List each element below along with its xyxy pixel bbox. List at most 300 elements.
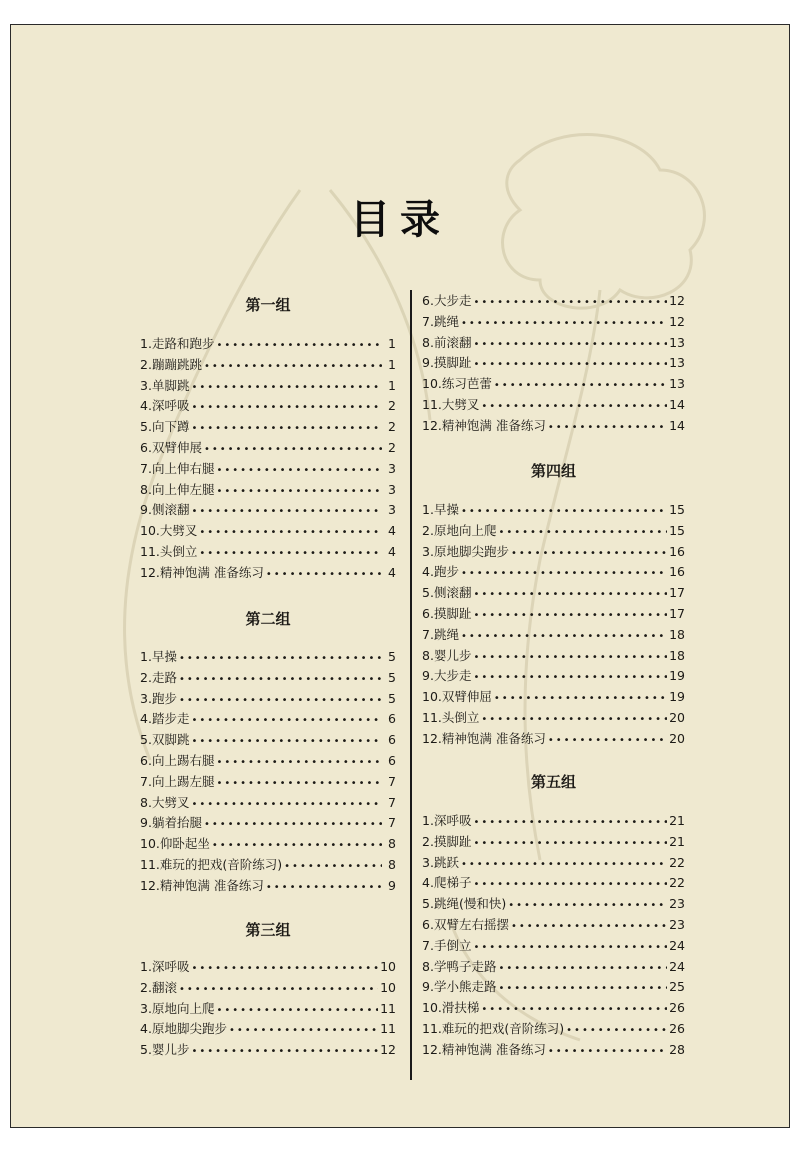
toc-entry-title: 头倒立 — [159, 544, 198, 559]
toc-entry-page-number: 28 — [669, 1041, 685, 1057]
group-title-3: 第三组 — [245, 921, 291, 939]
toc-entry-title: 原地脚尖跑步 — [433, 543, 509, 559]
toc-entry-page-number: 9 — [388, 877, 396, 893]
toc-entry-title: 跑步 — [433, 564, 459, 580]
toc-entry-page-number: 4 — [388, 523, 396, 539]
toc-entry-page-number: 21 — [669, 833, 685, 849]
dot-leader — [216, 336, 382, 356]
dot-leader — [511, 544, 667, 564]
dot-leader — [204, 357, 382, 377]
toc-entry-page-number: 20 — [669, 730, 685, 746]
toc-entry-page-number: 10 — [380, 959, 396, 974]
toc-entry-number: 6. — [422, 293, 434, 308]
dot-leader — [191, 502, 382, 522]
dot-leader — [204, 815, 382, 835]
toc-entry-number: 5. — [422, 585, 434, 601]
dot-leader — [473, 813, 667, 833]
toc-entry — [422, 542, 685, 562]
toc-entry-number: 11. — [140, 857, 160, 872]
toc-entry — [140, 334, 396, 354]
dot-leader — [473, 335, 667, 355]
dot-leader — [191, 1042, 378, 1062]
toc-entry — [422, 1019, 685, 1039]
toc-entry-title: 踏步走 — [151, 711, 190, 727]
toc-entry-number: 2. — [422, 522, 434, 538]
toc-entry-title: 摸脚趾 — [433, 606, 472, 621]
dot-leader — [481, 397, 667, 417]
toc-entry-title: 滑扶梯 — [441, 1000, 480, 1016]
toc-entry-number: 4. — [140, 398, 152, 414]
toc-entry — [140, 480, 396, 500]
toc-entry-number: 9. — [140, 502, 152, 518]
toc-entry-title: 摸脚趾 — [433, 833, 472, 849]
dot-leader — [229, 1021, 378, 1041]
dot-leader — [461, 564, 667, 584]
toc-entry-number: 10. — [422, 689, 442, 705]
dot-leader — [216, 774, 382, 794]
toc-entry-title: 头倒立 — [441, 710, 480, 725]
toc-entry-number: 7. — [140, 773, 152, 789]
toc-entry-number: 12. — [140, 564, 160, 580]
toc-entry-title: 大步走 — [433, 293, 472, 308]
toc-entry-number: 1. — [422, 502, 434, 517]
toc-entry-title: 精神饱满 准备练习 — [159, 564, 264, 580]
toc-entry-title: 学小熊走路 — [433, 979, 497, 995]
toc-entry — [140, 396, 396, 416]
dot-leader — [179, 980, 378, 1000]
toc-entry-title: 单脚跳 — [151, 377, 190, 393]
toc-entry-number: 7. — [422, 937, 434, 953]
toc-entry — [140, 500, 396, 520]
toc-entry-page-number: 25 — [669, 979, 685, 995]
toc-entry-page-number: 7 — [388, 794, 396, 810]
toc-entry — [422, 353, 685, 373]
toc-entry-page-number: 26 — [669, 1000, 685, 1016]
toc-entry — [140, 689, 396, 709]
toc-entry-page-number: 1 — [388, 356, 396, 372]
toc-entry — [422, 977, 685, 997]
dot-leader — [179, 670, 382, 690]
toc-entry-page-number: 7 — [388, 773, 396, 789]
toc-entry-title: 双脚跳 — [151, 732, 190, 748]
toc-entry-number: 12. — [422, 417, 442, 433]
dot-leader — [266, 565, 382, 585]
dot-leader — [204, 440, 382, 460]
toc-entry — [422, 1040, 685, 1060]
toc-entry — [422, 521, 685, 541]
toc-entry-number: 4. — [140, 1021, 152, 1037]
toc-entry-number: 3. — [140, 1000, 152, 1016]
toc-entry — [422, 936, 685, 956]
toc-entry-page-number: 17 — [669, 585, 685, 601]
toc-entry-page-number: 6 — [388, 711, 396, 727]
toc-entry-page-number: 6 — [388, 732, 396, 748]
dot-leader — [481, 710, 667, 730]
dot-leader — [481, 1000, 667, 1020]
toc-entry-page-number: 11 — [380, 1000, 396, 1016]
toc-entry-title: 蹦蹦跳跳 — [151, 356, 202, 372]
toc-entry-number: 4. — [422, 875, 434, 891]
dot-leader — [191, 711, 382, 731]
toc-entry-page-number: 8 — [388, 857, 396, 872]
dot-leader — [191, 959, 378, 979]
dot-leader — [511, 917, 667, 937]
toc-entry-number: 5. — [140, 1042, 152, 1058]
toc-entry-number: 3. — [422, 543, 434, 559]
toc-entry-title: 难玩的把戏(音阶练习) — [159, 857, 283, 872]
toc-entry-number: 8. — [422, 334, 434, 350]
dot-leader — [461, 627, 667, 647]
dot-leader — [548, 731, 667, 751]
toc-entry-title: 跳绳(慢和快) — [433, 896, 507, 912]
toc-entry-number: 8. — [422, 647, 434, 663]
dot-leader — [179, 691, 382, 711]
toc-entry-page-number: 3 — [388, 502, 396, 518]
toc-entry — [422, 729, 685, 749]
toc-entry-page-number: 10 — [380, 979, 396, 995]
toc-entry — [140, 438, 396, 458]
toc-entry-title: 向上伸右腿 — [151, 460, 215, 476]
toc-entry-page-number: 24 — [669, 937, 685, 953]
toc-entry — [422, 832, 685, 852]
toc-entry — [422, 873, 685, 893]
dot-leader — [216, 753, 382, 773]
toc-entry-title: 仰卧起坐 — [159, 836, 210, 852]
toc-entry-number: 3. — [140, 690, 152, 706]
toc-entry-page-number: 12 — [669, 313, 685, 329]
dot-leader — [473, 355, 667, 375]
toc-entry-title: 大劈叉 — [151, 794, 190, 810]
dot-leader — [498, 959, 667, 979]
dot-leader — [461, 855, 667, 875]
page-title: 目录 — [350, 196, 450, 243]
toc-entry-number: 7. — [422, 313, 434, 329]
toc-entry-number: 10. — [422, 1000, 442, 1016]
toc-entry-title: 翻滚 — [151, 979, 177, 995]
toc-entry-title: 深呼吸 — [151, 959, 190, 974]
toc-entry-title: 大劈叉 — [159, 523, 198, 539]
toc-entry-page-number: 8 — [388, 836, 396, 852]
toc-entry-number: 6. — [140, 753, 152, 768]
toc-entry-title: 双臂伸屈 — [441, 689, 492, 705]
toc-entry-number: 5. — [140, 732, 152, 748]
dot-leader — [191, 732, 382, 752]
toc-entry-title: 精神饱满 准备练习 — [441, 1041, 546, 1057]
dot-leader — [473, 875, 667, 895]
toc-entry-page-number: 16 — [669, 564, 685, 580]
toc-entry — [422, 562, 685, 582]
dot-leader — [494, 376, 667, 396]
dot-leader — [461, 314, 667, 334]
dot-leader — [548, 418, 667, 438]
toc-entry-number: 8. — [140, 481, 152, 497]
toc-entry-page-number: 12 — [669, 293, 685, 308]
toc-entry-title: 大劈叉 — [441, 397, 480, 412]
toc-entry — [140, 417, 396, 437]
toc-entry-page-number: 19 — [669, 668, 685, 684]
toc-entry-number: 3. — [422, 854, 434, 870]
toc-entry-page-number: 5 — [388, 690, 396, 706]
toc-entry-title: 躺着抬腿 — [151, 815, 202, 831]
toc-entry-number: 6. — [422, 606, 434, 621]
toc-entry-title: 跳绳 — [433, 626, 459, 642]
toc-entry-page-number: 14 — [669, 417, 685, 433]
toc-entry-number: 3. — [140, 377, 152, 393]
toc-entry-title: 向下蹲 — [151, 419, 190, 435]
toc-entry-title: 精神饱满 准备练习 — [441, 417, 546, 433]
toc-entry — [422, 708, 685, 728]
toc-entry-page-number: 15 — [669, 502, 685, 517]
toc-entry — [422, 666, 685, 686]
toc-entry-page-number: 23 — [669, 896, 685, 912]
toc-entry-title: 婴儿步 — [151, 1042, 190, 1058]
toc-entry — [422, 915, 685, 935]
toc-entry — [140, 376, 396, 396]
toc-entry-page-number: 17 — [669, 606, 685, 621]
toc-entry-number: 10. — [422, 376, 442, 392]
toc-entry-title: 向上踢左腿 — [151, 773, 215, 789]
dot-leader — [473, 585, 667, 605]
dot-leader — [191, 795, 382, 815]
dot-leader — [473, 938, 667, 958]
toc-entry — [422, 646, 685, 666]
toc-entry-number: 9. — [422, 668, 434, 684]
toc-entry-title: 原地向上爬 — [151, 1000, 215, 1016]
toc-entry-number: 10. — [140, 523, 160, 539]
toc-entry-number: 6. — [422, 917, 434, 932]
toc-entry-title: 婴儿步 — [433, 647, 472, 663]
dot-leader — [212, 836, 382, 856]
toc-entry-title: 精神饱满 准备练习 — [441, 730, 546, 746]
toc-entry — [422, 625, 685, 645]
toc-entry-number: 1. — [422, 813, 434, 828]
toc-entry-title: 深呼吸 — [151, 398, 190, 414]
toc-entry — [422, 374, 685, 394]
group-title-5: 第五组 — [530, 773, 576, 791]
dot-leader — [461, 502, 667, 522]
toc-entry-page-number: 6 — [388, 753, 396, 768]
toc-entry-number: 6. — [140, 440, 152, 455]
toc-entry — [140, 709, 396, 729]
dot-leader — [199, 523, 382, 543]
toc-entry — [140, 813, 396, 833]
dot-leader — [199, 544, 382, 564]
toc-entry-title: 大步走 — [433, 668, 472, 684]
dot-leader — [566, 1021, 667, 1041]
toc-entry — [140, 957, 396, 977]
toc-entry — [140, 563, 396, 583]
toc-entry-page-number: 13 — [669, 355, 685, 371]
toc-entry-number: 8. — [422, 958, 434, 974]
toc-entry-title: 早操 — [433, 502, 459, 517]
dot-leader — [508, 896, 667, 916]
dot-leader — [191, 419, 382, 439]
toc-entry-page-number: 2 — [388, 419, 396, 435]
toc-entry-number: 9. — [422, 979, 434, 995]
toc-entry-title: 向上踢右腿 — [151, 753, 215, 768]
toc-entry — [140, 459, 396, 479]
toc-entry-number: 9. — [422, 355, 434, 371]
toc-entry-page-number: 1 — [388, 377, 396, 393]
toc-entry-title: 手倒立 — [433, 937, 472, 953]
toc-entry-title: 向上伸左腿 — [151, 481, 215, 497]
toc-entry-page-number: 22 — [669, 854, 685, 870]
toc-entry — [140, 834, 396, 854]
dot-leader — [473, 834, 667, 854]
dot-leader — [216, 482, 382, 502]
toc-entry — [140, 855, 396, 875]
toc-entry — [140, 730, 396, 750]
toc-entry-page-number: 13 — [669, 376, 685, 392]
dot-leader — [473, 606, 667, 626]
toc-entry-number: 4. — [422, 564, 434, 580]
toc-entry — [140, 1019, 396, 1039]
toc-entry-page-number: 2 — [388, 398, 396, 414]
toc-entry-title: 跑步 — [151, 690, 177, 706]
toc-entry — [140, 876, 396, 896]
toc-entry — [140, 542, 396, 562]
toc-entry-title: 爬梯子 — [433, 875, 472, 891]
toc-entry-page-number: 7 — [388, 815, 396, 831]
toc-entry-number: 12. — [422, 730, 442, 746]
toc-entry — [140, 647, 396, 667]
toc-entry-title: 学鸭子走路 — [433, 958, 497, 974]
toc-entry-page-number: 4 — [388, 564, 396, 580]
toc-entry — [422, 957, 685, 977]
toc-entry-title: 跳绳 — [433, 313, 459, 329]
dot-leader — [473, 668, 667, 688]
toc-entry-page-number: 13 — [669, 334, 685, 350]
toc-entry — [422, 291, 685, 311]
toc-entry-number: 4. — [140, 711, 152, 727]
group-title-4: 第四组 — [530, 462, 576, 480]
dot-leader — [498, 523, 667, 543]
toc-entry — [140, 793, 396, 813]
toc-entry — [422, 687, 685, 707]
toc-entry-number: 10. — [140, 836, 160, 852]
toc-entry-page-number: 19 — [669, 689, 685, 705]
toc-entry-title: 难玩的把戏(音阶练习) — [441, 1021, 565, 1036]
toc-entry — [422, 395, 685, 415]
toc-entry — [422, 416, 685, 436]
toc-entry-title: 走路 — [151, 669, 177, 685]
toc-entry-title: 双臂伸展 — [151, 440, 202, 455]
dot-leader — [191, 398, 382, 418]
toc-entry — [422, 604, 685, 624]
toc-entry-number: 12. — [140, 877, 160, 893]
toc-entry-number: 7. — [140, 460, 152, 476]
toc-entry-title: 精神饱满 准备练习 — [159, 877, 264, 893]
toc-entry-number: 1. — [140, 959, 152, 974]
toc-entry-page-number: 15 — [669, 522, 685, 538]
dot-leader — [548, 1042, 667, 1062]
toc-entry-number: 11. — [140, 544, 160, 559]
group-title-2: 第二组 — [245, 610, 291, 628]
toc-entry — [140, 999, 396, 1019]
toc-entry-page-number: 14 — [669, 397, 685, 412]
toc-entry-title: 深呼吸 — [433, 813, 472, 828]
toc-entry — [422, 312, 685, 332]
toc-entry-title: 练习芭蕾 — [441, 376, 492, 392]
toc-entry-number: 1. — [140, 336, 152, 351]
dot-leader — [498, 979, 667, 999]
dot-leader — [179, 649, 382, 669]
toc-entry-page-number: 21 — [669, 813, 685, 828]
dot-leader — [216, 1001, 378, 1021]
toc-entry — [422, 811, 685, 831]
toc-entry-page-number: 3 — [388, 460, 396, 476]
toc-entry-page-number: 18 — [669, 626, 685, 642]
toc-entry-number: 8. — [140, 794, 152, 810]
toc-entry-page-number: 26 — [669, 1021, 685, 1036]
toc-entry-page-number: 12 — [380, 1042, 396, 1058]
toc-entry-title: 原地脚尖跑步 — [151, 1021, 227, 1037]
toc-entry-page-number: 2 — [388, 440, 396, 455]
toc-entry — [422, 853, 685, 873]
toc-entry — [422, 583, 685, 603]
toc-entry-title: 摸脚趾 — [433, 355, 472, 371]
toc-entry-title: 原地向上爬 — [433, 522, 497, 538]
dot-leader — [284, 857, 382, 877]
toc-entry-number: 2. — [140, 356, 152, 372]
column-divider — [410, 290, 412, 1080]
toc-entry-page-number: 5 — [388, 649, 396, 664]
toc-entry-page-number: 22 — [669, 875, 685, 891]
toc-entry-number: 2. — [140, 979, 152, 995]
toc-entry — [422, 894, 685, 914]
toc-entry — [140, 355, 396, 375]
toc-entry-page-number: 5 — [388, 669, 396, 685]
dot-leader — [473, 648, 667, 668]
toc-entry-page-number: 16 — [669, 543, 685, 559]
toc-entry — [422, 333, 685, 353]
toc-entry-page-number: 11 — [380, 1021, 396, 1037]
toc-entry-page-number: 3 — [388, 481, 396, 497]
toc-entry-title: 侧滚翻 — [433, 585, 472, 601]
toc-entry — [140, 978, 396, 998]
toc-entry — [140, 521, 396, 541]
toc-entry-number: 5. — [140, 419, 152, 435]
toc-entry-title: 双臂左右摇摆 — [433, 917, 509, 932]
toc-entry-title: 早操 — [151, 649, 177, 664]
toc-entry-title: 走路和跑步 — [151, 336, 215, 351]
toc-entry — [140, 751, 396, 771]
dot-leader — [494, 689, 667, 709]
toc-entry-number: 9. — [140, 815, 152, 831]
toc-entry — [140, 772, 396, 792]
toc-entry-title: 前滚翻 — [433, 334, 472, 350]
toc-entry-number: 1. — [140, 649, 152, 664]
toc-entry-title: 侧滚翻 — [151, 502, 190, 518]
toc-entry-number: 12. — [422, 1041, 442, 1057]
dot-leader — [216, 461, 382, 481]
dot-leader — [266, 878, 382, 898]
toc-entry — [140, 1040, 396, 1060]
dot-leader — [191, 378, 382, 398]
toc-entry-number: 2. — [422, 833, 434, 849]
toc-entry-page-number: 18 — [669, 647, 685, 663]
toc-entry-number: 11. — [422, 1021, 442, 1036]
toc-entry-number: 2. — [140, 669, 152, 685]
toc-entry — [422, 500, 685, 520]
toc-entry-page-number: 4 — [388, 544, 396, 559]
toc-entry-page-number: 1 — [388, 336, 396, 351]
dot-leader — [473, 293, 667, 313]
toc-entry-number: 11. — [422, 397, 442, 412]
toc-entry-number: 7. — [422, 626, 434, 642]
toc-entry-page-number: 20 — [669, 710, 685, 725]
toc-entry-number: 11. — [422, 710, 442, 725]
